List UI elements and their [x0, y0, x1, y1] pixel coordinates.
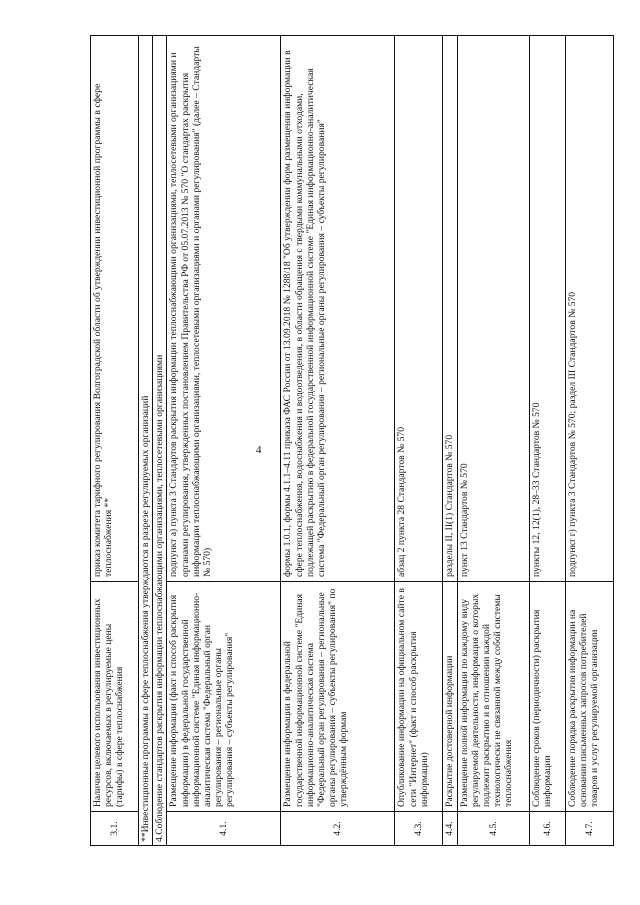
criterion-cell: Раскрытие достоверной информации — [443, 582, 457, 812]
row-number: 4.7. — [565, 812, 613, 846]
table-row — [91, 36, 139, 846]
criterion-cell: Опубликование информации на официальном сайте в сети "Интернет" (факт и способ раскрытия информации) — [395, 582, 443, 812]
row-number: 4.6. — [529, 812, 565, 846]
basis-cell: подпункт г) пункта 3 Стандартов № 570; раздел III Стандартов № 570 — [565, 36, 613, 582]
criterion-cell: Размещение информации в федеральной государственной информационной системе "Единая информационно-аналитическая система "Федеральный орган регулирования – региональные органы регулирования – субъекты регулирования" по утверждённым формам — [281, 582, 395, 812]
criterion-cell: Соблюдение сроков (периодичности) раскрытия информации — [529, 582, 565, 812]
table-row — [395, 36, 443, 846]
criterion-cell: Наличие целевого использования инвестиционных ресурсов, включаемых в регулируемые цены (тарифы) в сфере теплоснабжения — [91, 582, 139, 812]
row-number: 4.4. — [443, 812, 457, 846]
row-number: 4.2. — [281, 812, 395, 846]
page-number: 4 — [256, 444, 262, 456]
basis-cell: абзац 2 пункта 28 Стандартов № 570 — [395, 36, 443, 582]
table-row — [139, 36, 153, 846]
note-row: **Инвестиционные программы в сфере теплоснабжения утверждаются в разрезе регулируемых организаций — [139, 36, 153, 846]
basis-cell: пункт 13 Стандартов № 570 — [457, 36, 529, 582]
criterion-cell: Размещение полной информации по каждому виду регулируемой деятельности, информация о которых подлежит раскрытию и в отношении каждой технологически не связанной между собой системы теплоснабжения — [457, 582, 529, 812]
row-number: 4.3. — [395, 812, 443, 846]
basis-cell: разделы II, II(1) Стандартов № 570 — [443, 36, 457, 582]
criterion-cell: Соблюдение порядка раскрытия информации на основании письменных запросов потребителей товаров и услуг регулируемой организации — [565, 582, 613, 812]
section-heading: 4.Соблюдение стандартов раскрытия информации теплоснабжающими организациями, теплосетевыми организациями — [153, 36, 167, 846]
table-row — [153, 36, 167, 846]
basis-cell: подпункт а) пункта 3 Стандартов раскрытия информации теплоснабжающими организациями, теплосетевыми организациями и органами регулирования, утвержденных постановлением Правительства РФ от 05.07.2013 № 570 "О стандартах раскрытия информации теплоснабжающими организациями, теплосетевыми организациями и органами регулирования" (далее – Стандарты № 570) — [167, 36, 281, 582]
table-row — [529, 36, 565, 846]
table-row — [565, 36, 613, 846]
row-number: 4.1. — [167, 812, 281, 846]
basis-cell: приказ комитета тарифного регулирования Волгоградской области об утверждении инвестиционной программы в сфере теплоснабжения ** — [91, 36, 139, 582]
row-number: 3.1. — [91, 812, 139, 846]
basis-cell: пункты 12, 12(1), 28–33 Стандартов № 570 — [529, 36, 565, 582]
criteria-table — [90, 35, 614, 846]
criterion-cell: Размещение информации (факт и способ раскрытия информации) в федеральной государственной информационной системе "Единая информационно-аналитическая система "Федеральный орган регулирования – региональные органы регулирования – субъекты регулирования" — [167, 582, 281, 812]
table-row — [443, 36, 457, 846]
table-row — [281, 36, 395, 846]
table-row — [167, 36, 281, 846]
rotated-table-container — [90, 36, 640, 846]
row-number: 4.5. — [457, 812, 529, 846]
table-row — [457, 36, 529, 846]
basis-cell: формы 1.0.1, формы 4.1.1–4.11 приказа ФАС России от 13.09.2018 № 1288/18 "Об утверждении форм размещения информации в сфере теплоснабжения, водоснабжения и водоотведения, в области обращения с твердыми коммунальными отходами, подлежащей раскрытию в федеральной государственной информационной системе "Единая информационно-аналитическая система "Федеральный орган регулирования – региональные органы регулирования – субъекты регулирования" — [281, 36, 395, 582]
